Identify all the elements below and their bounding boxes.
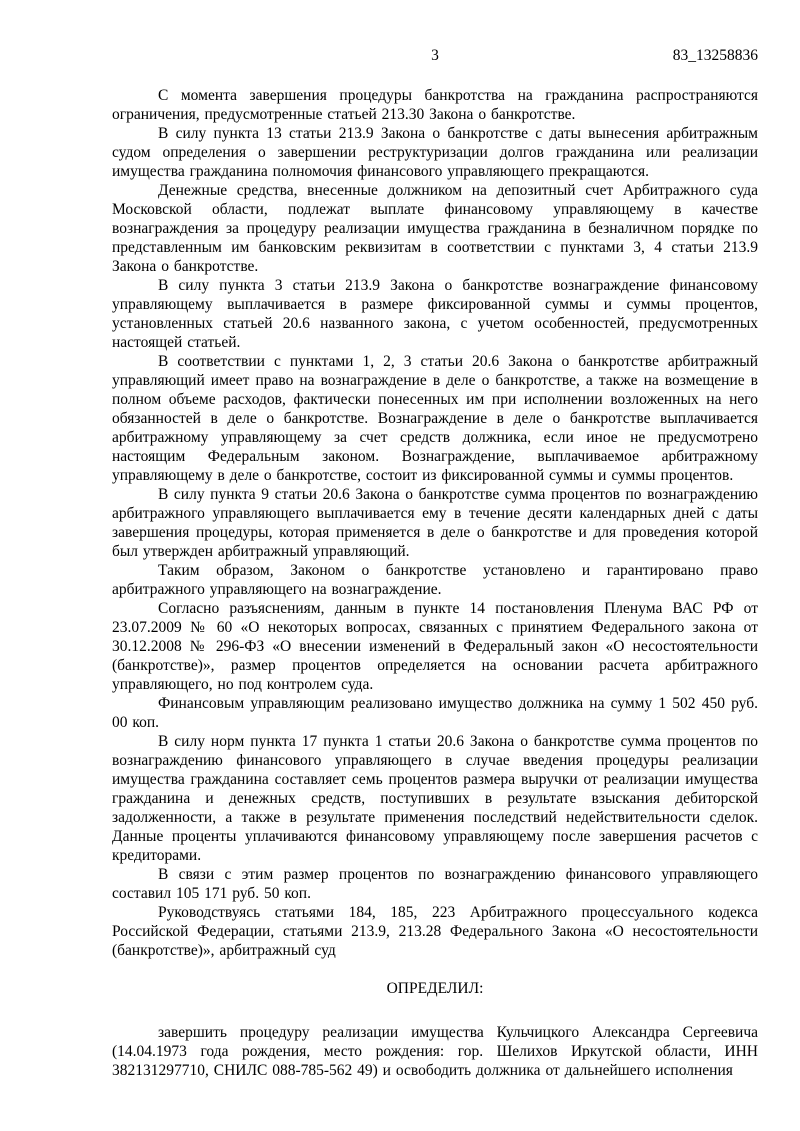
document-body bbox=[112, 86, 758, 960]
paragraph: Финансовым управляющим реализовано имущество должника на сумму 1 502 450 руб. 00 коп. bbox=[112, 695, 758, 731]
paragraph: Руководствуясь статьями 184, 185, 223 Арбитражного процессуального кодекса Российской Федерации, статьями 213.9, 213.28 Федерального Закона «О несостоятельности (банкротстве)», арбитражный суд bbox=[112, 904, 758, 959]
document-id: 83_13258836 bbox=[672, 47, 758, 64]
paragraph: В силу пункта 3 статьи 213.9 Закона о банкротстве вознаграждение финансовому управляющему выплачивается в размере фиксированной суммы и суммы процентов, установленных статьей 20.6 названного закона, с учетом особенностей, предусмотренных настоящей статьей. bbox=[112, 277, 758, 351]
page-header bbox=[112, 46, 758, 65]
paragraph: В силу норм пункта 17 пункта 1 статьи 20.6 Закона о банкротстве сумма процентов по вознаграждению финансового управляющего в случае введения процедуры реализации имущества гражданина составляет семь процентов размера выручки от реализации имущества гражданина и денежных средств, поступивших в результате взыскания дебиторской задолженности, а также в результате применения последствий недействительности сделок. Данные проценты уплачиваются финансовому управляющему после завершения расчетов с кредиторами. bbox=[112, 733, 758, 864]
paragraph: Таким образом, Законом о банкротстве установлено и гарантировано право арбитражного управляющего на вознаграждение. bbox=[112, 562, 758, 598]
paragraph: Согласно разъяснениям, данным в пункте 14 постановления Пленума ВАС РФ от 23.07.2009 № 60 «О некоторых вопросах, связанных с принятием Федерального закона от 30.12.2008 № 296-ФЗ «О внесении изменений в Федеральный закон «О несостоятельности (банкротстве)», размер процентов определяется на основании расчета арбитражного управляющего, но под контролем суда. bbox=[112, 600, 758, 693]
paragraph: В силу пункта 9 статьи 20.6 Закона о банкротстве сумма процентов по вознаграждению арбитражного управляющего выплачивается ему в течение десяти календарных дней с даты завершения процедуры, которая применяется в деле о банкротстве и для проведения которой был утвержден арбитражный управляющий. bbox=[112, 486, 758, 560]
paragraph: С момента завершения процедуры банкротства на гражданина распространяются ограничения, предусмотренные статьей 213.30 Закона о банкротстве. bbox=[112, 87, 758, 123]
document-body-resolution bbox=[112, 1023, 758, 1080]
resolution-heading: ОПРЕДЕЛИЛ: bbox=[386, 980, 484, 997]
paragraph: В соответствии с пунктами 1, 2, 3 статьи 20.6 Закона о банкротстве арбитражный управляющий имеет право на вознаграждение в деле о банкротстве, а также на возмещение в полном объеме расходов, фактически понесенных им при исполнении возложенных на него обязанностей в деле о банкротстве. Вознаграждение в деле о банкротстве выплачивается арбитражному управляющему за счет средств должника, если иное не предусмотрено настоящим Федеральным законом. Вознаграждение, выплачиваемое арбитражному управляющему в деле о банкротстве, состоит из фиксированной суммы и суммы процентов. bbox=[112, 353, 758, 484]
paragraph: завершить процедуру реализации имущества Кульчицкого Александра Сергеевича (14.04.1973 года рождения, место рождения: гор. Шелихов Иркутской области, ИНН 382131297710, СНИЛС 088-785-562 49) и освободить должника от дальнейшего исполнения bbox=[112, 1024, 758, 1079]
paragraph: В связи с этим размер процентов по вознаграждению финансового управляющего составил 105 171 руб. 50 коп. bbox=[112, 866, 758, 902]
page-number: 3 bbox=[431, 47, 439, 64]
paragraph: Денежные средства, внесенные должником на депозитный счет Арбитражного суда Московской области, подлежат выплате финансовому управляющему в качестве вознаграждения за процедуру реализации имущества гражданина в безналичном порядке по представленным им банковским реквизитам в соответствии с пунктами 3, 4 статьи 213.9 Закона о банкротстве. bbox=[112, 182, 758, 275]
paragraph: В силу пункта 13 статьи 213.9 Закона о банкротстве с даты вынесения арбитражным судом определения о завершении реструктуризации долгов гражданина или реализации имущества гражданина полномочия финансового управляющего прекращаются. bbox=[112, 125, 758, 180]
